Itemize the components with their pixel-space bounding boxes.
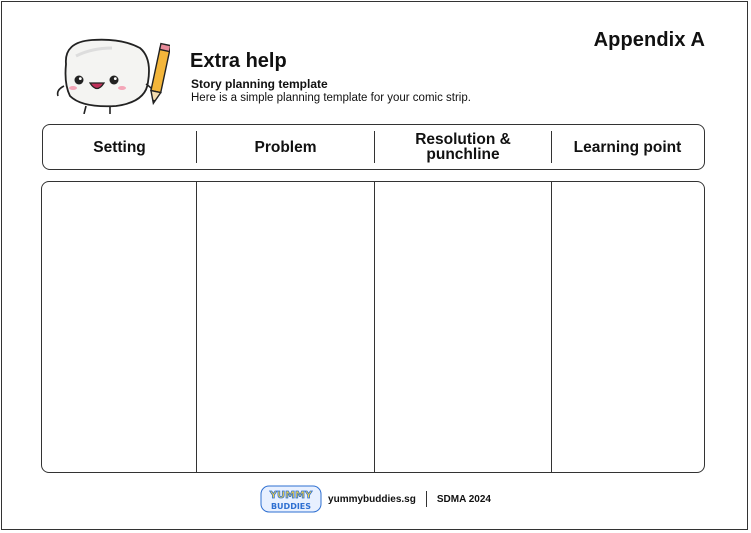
page-title: Extra help bbox=[190, 50, 287, 72]
learning-point-write-box bbox=[551, 182, 704, 472]
template-header-row bbox=[42, 124, 705, 170]
page-subtitle: Story planning template bbox=[191, 77, 328, 91]
column-header-problem: Problem bbox=[196, 131, 374, 163]
template-writing-area bbox=[41, 181, 705, 473]
footer-credit: SDMA 2024 bbox=[436, 493, 491, 505]
column-header-resolution: Resolution & punchline bbox=[374, 131, 551, 163]
logo-text-bottom: BUDDIES bbox=[270, 502, 312, 511]
yummy-buddies-logo-icon bbox=[260, 485, 322, 513]
footer-divider bbox=[426, 491, 427, 507]
marshmallow-with-pencil-icon bbox=[52, 34, 170, 114]
page-description: Here is a simple planning template for your comic strip. bbox=[191, 92, 471, 104]
column-header-setting: Setting bbox=[93, 138, 146, 156]
footer bbox=[0, 484, 751, 514]
problem-write-box bbox=[196, 182, 374, 472]
resolution-write-box bbox=[374, 182, 551, 472]
column-header-learning-point: Learning point bbox=[551, 131, 703, 163]
setting-write-box bbox=[42, 182, 196, 472]
footer-website: yummybuddies.sg bbox=[328, 493, 416, 505]
appendix-label: Appendix A bbox=[593, 29, 705, 51]
logo-text-top: YUMMY bbox=[269, 490, 313, 501]
